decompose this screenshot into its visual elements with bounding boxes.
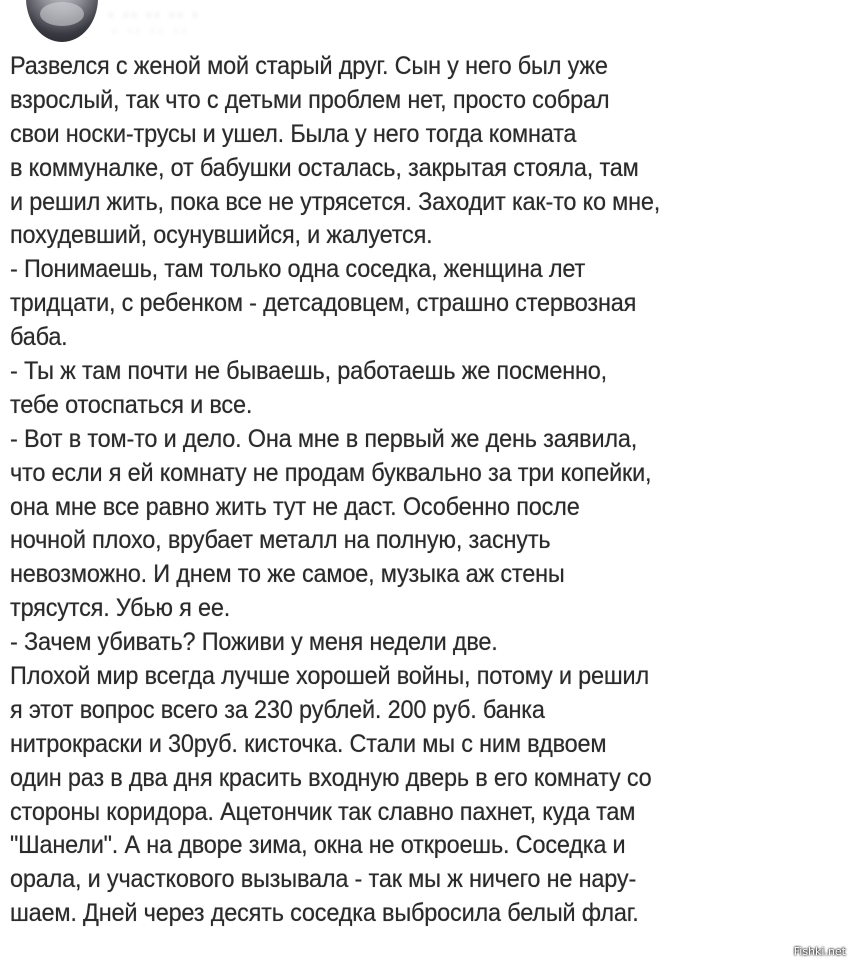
post-line: она мне все равно жить тут не даст. Особенно после — [10, 493, 580, 521]
post-line: - Ты ж там почти не бываешь, работаешь же посменно, — [10, 358, 607, 386]
post-header — [0, 0, 850, 50]
post-line: орала, и участкового вызывала - так мы ж ничего не нару- — [10, 866, 637, 894]
post-line: Развелся с женой мой старый друг. Сын у него был уже — [10, 53, 608, 80]
post-line: и решил жить, пока все не утрясется. Заходит как-то ко мне, — [10, 188, 661, 216]
post-line: похудевший, осунувшийся, и жалуется. — [10, 222, 433, 250]
post-line: один раз в два дня красить входную дверь в его комнату со — [10, 764, 652, 792]
post-line: я этот вопрос всего за 230 рублей. 200 руб. банка — [10, 696, 545, 724]
post-line: Плохой мир всегда лучше хорошей войны, потому и решил — [10, 663, 649, 691]
post-line: трясутся. Убью я ее. — [10, 595, 231, 623]
watermark: Fishki.net — [793, 945, 846, 958]
post-line: шаем. Дней через десять соседка выбросила белый флаг. — [10, 900, 639, 928]
post-line: "Шанели". А на дворе зима, окна не откроешь. Соседка и — [10, 832, 626, 860]
post-text — [10, 50, 846, 931]
post-line: тридцати, с ребенком - детсадовцем, страшно стервозная — [10, 290, 637, 318]
post-line: ночной плохо, врубает металл на полную, заснуть — [10, 527, 551, 555]
post-line: взрослый, так что с детьми проблем нет, просто собрал — [10, 86, 610, 114]
author-name[interactable]: · ·· ·· ·· · — [108, 4, 200, 24]
post-line: невозможно. И днем то же самое, музыка аж стены — [10, 561, 565, 589]
post-line: в коммуналке, от бабушки осталась, закрытая стояла, там — [10, 154, 639, 182]
post-line: нитрокраски и 30руб. кисточка. Стали мы с ним вдвоем — [10, 730, 607, 758]
post-line: тебе отоспаться и все. — [10, 391, 253, 419]
author-subtitle: · ·· ·· ·· — [112, 22, 190, 39]
post-line: - Вот в том-то и дело. Она мне в первый же день заявила, — [10, 425, 638, 453]
post-line: - Зачем убивать? Поживи у меня недели две. — [10, 629, 498, 657]
avatar[interactable] — [26, 0, 98, 42]
post-line: что если я ей комнату не продам буквально за три копейки, — [10, 459, 652, 487]
post-line: - Понимаешь, там только одна соседка, женщина лет — [10, 256, 586, 284]
post-line: свои носки-трусы и ушел. Была у него тогда комната — [10, 120, 577, 148]
post-line: баба. — [10, 324, 68, 352]
post-line: стороны коридора. Ацетончик так славно пахнет, куда там — [10, 798, 636, 826]
